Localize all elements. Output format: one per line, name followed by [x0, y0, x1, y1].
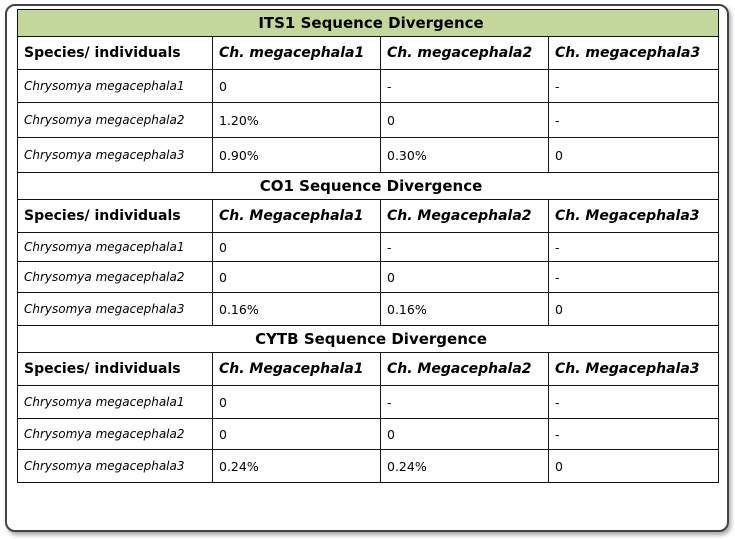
- table-row: [18, 450, 719, 483]
- value-cell: 0: [381, 262, 549, 293]
- value-cell: -: [381, 386, 549, 419]
- value-cell: 0: [213, 386, 381, 419]
- column-header: Ch. Megacephala1: [213, 200, 381, 233]
- value-cell: -: [549, 233, 719, 262]
- species-cell: Chrysomya megacephala3: [18, 293, 213, 326]
- species-cell: Chrysomya megacephala2: [18, 262, 213, 293]
- table-row: [18, 233, 719, 262]
- species-cell: Chrysomya megacephala2: [18, 419, 213, 450]
- value-cell: 0.90%: [213, 138, 381, 173]
- header-row: [18, 37, 719, 70]
- value-cell: 0: [381, 103, 549, 138]
- value-cell: -: [549, 70, 719, 103]
- value-cell: -: [549, 103, 719, 138]
- table-row: [18, 386, 719, 419]
- table-row: [18, 103, 719, 138]
- species-cell: Chrysomya megacephala3: [18, 138, 213, 173]
- table-row: [18, 138, 719, 173]
- value-cell: -: [549, 386, 719, 419]
- section-title: ITS1 Sequence Divergence: [18, 10, 719, 37]
- value-cell: 0: [549, 450, 719, 483]
- column-header: Ch. Megacephala2: [381, 200, 549, 233]
- value-cell: 0: [549, 293, 719, 326]
- section-title: CO1 Sequence Divergence: [18, 173, 719, 200]
- table-row: [18, 293, 719, 326]
- header-row: [18, 200, 719, 233]
- section-title-row: [18, 173, 719, 200]
- value-cell: 0: [213, 262, 381, 293]
- table-row: [18, 70, 719, 103]
- species-cell: Chrysomya megacephala1: [18, 386, 213, 419]
- species-cell: Chrysomya megacephala1: [18, 70, 213, 103]
- column-header: Species/ individuals: [18, 200, 213, 233]
- column-header: Ch. Megacephala3: [549, 353, 719, 386]
- value-cell: 0: [213, 233, 381, 262]
- column-header: Species/ individuals: [18, 37, 213, 70]
- species-cell: Chrysomya megacephala1: [18, 233, 213, 262]
- table-row: [18, 419, 719, 450]
- header-row: [18, 353, 719, 386]
- column-header: Ch. megacephala3: [549, 37, 719, 70]
- column-header: Ch. Megacephala3: [549, 200, 719, 233]
- value-cell: 0.16%: [213, 293, 381, 326]
- column-header: Species/ individuals: [18, 353, 213, 386]
- value-cell: 0: [381, 419, 549, 450]
- section-title: CYTB Sequence Divergence: [18, 326, 719, 353]
- sequence-divergence-table: [17, 9, 719, 483]
- value-cell: 0.24%: [213, 450, 381, 483]
- value-cell: -: [549, 262, 719, 293]
- section-title-row: [18, 326, 719, 353]
- value-cell: 0.24%: [381, 450, 549, 483]
- value-cell: -: [381, 233, 549, 262]
- value-cell: -: [549, 419, 719, 450]
- species-cell: Chrysomya megacephala3: [18, 450, 213, 483]
- value-cell: 0: [213, 419, 381, 450]
- value-cell: -: [381, 70, 549, 103]
- species-cell: Chrysomya megacephala2: [18, 103, 213, 138]
- column-header: Ch. Megacephala1: [213, 353, 381, 386]
- value-cell: 0.16%: [381, 293, 549, 326]
- value-cell: 1.20%: [213, 103, 381, 138]
- value-cell: 0: [549, 138, 719, 173]
- column-header: Ch. megacephala2: [381, 37, 549, 70]
- value-cell: 0.30%: [381, 138, 549, 173]
- table-row: [18, 262, 719, 293]
- section-title-row: [18, 10, 719, 37]
- column-header: Ch. megacephala1: [213, 37, 381, 70]
- value-cell: 0: [213, 70, 381, 103]
- column-header: Ch. Megacephala2: [381, 353, 549, 386]
